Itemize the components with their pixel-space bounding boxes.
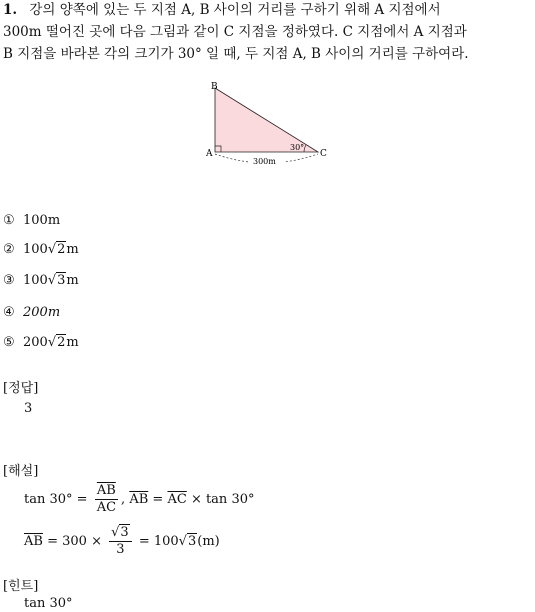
option-3-radicand: 3 [57, 273, 66, 288]
option-5-radicand: 2 [57, 335, 66, 350]
option-4[interactable] [3, 304, 60, 322]
label-b: B [211, 82, 218, 92]
label-c: C [320, 149, 327, 159]
option-3-mark: ③ [3, 273, 15, 288]
line2-frac-radicand: 3 [120, 525, 129, 540]
option-2-pre: 100 [23, 242, 48, 257]
sqrt-symbol: √2 [47, 335, 66, 350]
option-5-mark: ⑤ [3, 335, 15, 350]
comma: , [121, 492, 126, 507]
fraction-denominator: AC [96, 500, 117, 515]
option-2-unit: m [66, 242, 79, 257]
explanation-line-2 [24, 522, 220, 562]
line2-unit: (m) [197, 534, 220, 549]
fraction-numerator: $\overline{AB}$ [96, 483, 116, 498]
line2-eq: = 100 [138, 534, 179, 549]
question-number: 1. [3, 2, 18, 18]
option-1[interactable] [3, 212, 60, 230]
hint-heading: [힌트] [3, 579, 39, 594]
option-2-radicand: 2 [57, 242, 66, 257]
question-text-1: 강의 양쪽에 있는 두 지점 A, B 사이의 거리를 구하기 위해 A 지점에서 [29, 2, 441, 18]
option-1-mark: ① [3, 213, 15, 228]
answer-heading: [정답] [3, 381, 39, 396]
option-3-unit: m [66, 273, 79, 288]
option-1-text: 100m [23, 213, 61, 228]
answer-value: 3 [24, 401, 33, 416]
times-tan: × tan 30° [190, 492, 255, 507]
explanation-line-1 [24, 480, 254, 520]
question-line-1 [3, 0, 441, 21]
angle-label: 30° [290, 143, 305, 152]
tan-expression: tan 30° = [24, 492, 88, 507]
option-2-mark: ② [3, 242, 15, 257]
hint-value: tan 30° [24, 596, 73, 611]
sqrt-symbol: √3 [47, 273, 66, 288]
line2-mid: = 300 × [47, 534, 102, 549]
ab-over-ac-fraction [95, 483, 118, 516]
explanation-heading: [해설] [3, 464, 39, 479]
segment-ab-2: $\overline{AB}$ [24, 534, 43, 549]
line2-frac-den: 3 [116, 542, 125, 557]
triangle-figure [200, 80, 335, 170]
option-4-mark: ④ [3, 305, 15, 320]
line2-radicand: 3 [187, 534, 197, 549]
equals-sign: = [152, 492, 164, 507]
option-5-unit: m [66, 335, 79, 350]
option-3[interactable] [3, 272, 79, 290]
option-4-text: 200m [23, 305, 61, 320]
label-a: A [206, 149, 213, 159]
root3-over-3-fraction [109, 525, 132, 558]
option-5-pre: 200 [23, 335, 48, 350]
sqrt-symbol: √2 [47, 242, 66, 257]
segment-ac: $\overline{AC}$ [167, 492, 187, 507]
option-2[interactable] [3, 241, 79, 259]
question-line-2: 300m 떨어진 곳에 다음 그림과 같이 C 지점을 정하였다. C 지점에서 A 지점과 [3, 24, 467, 40]
question-line-3: B 지점을 바라본 각의 크기가 30° 일 때, 두 지점 A, B 사이의 거리를 구하여라. [3, 46, 469, 62]
sqrt-symbol: √3 [178, 534, 197, 549]
sqrt-symbol: √3 [111, 525, 129, 540]
distance-label: 300m [253, 157, 276, 166]
option-5[interactable] [3, 334, 79, 352]
segment-ab: $\overline{AB}$ [129, 492, 149, 507]
option-3-pre: 100 [23, 273, 48, 288]
